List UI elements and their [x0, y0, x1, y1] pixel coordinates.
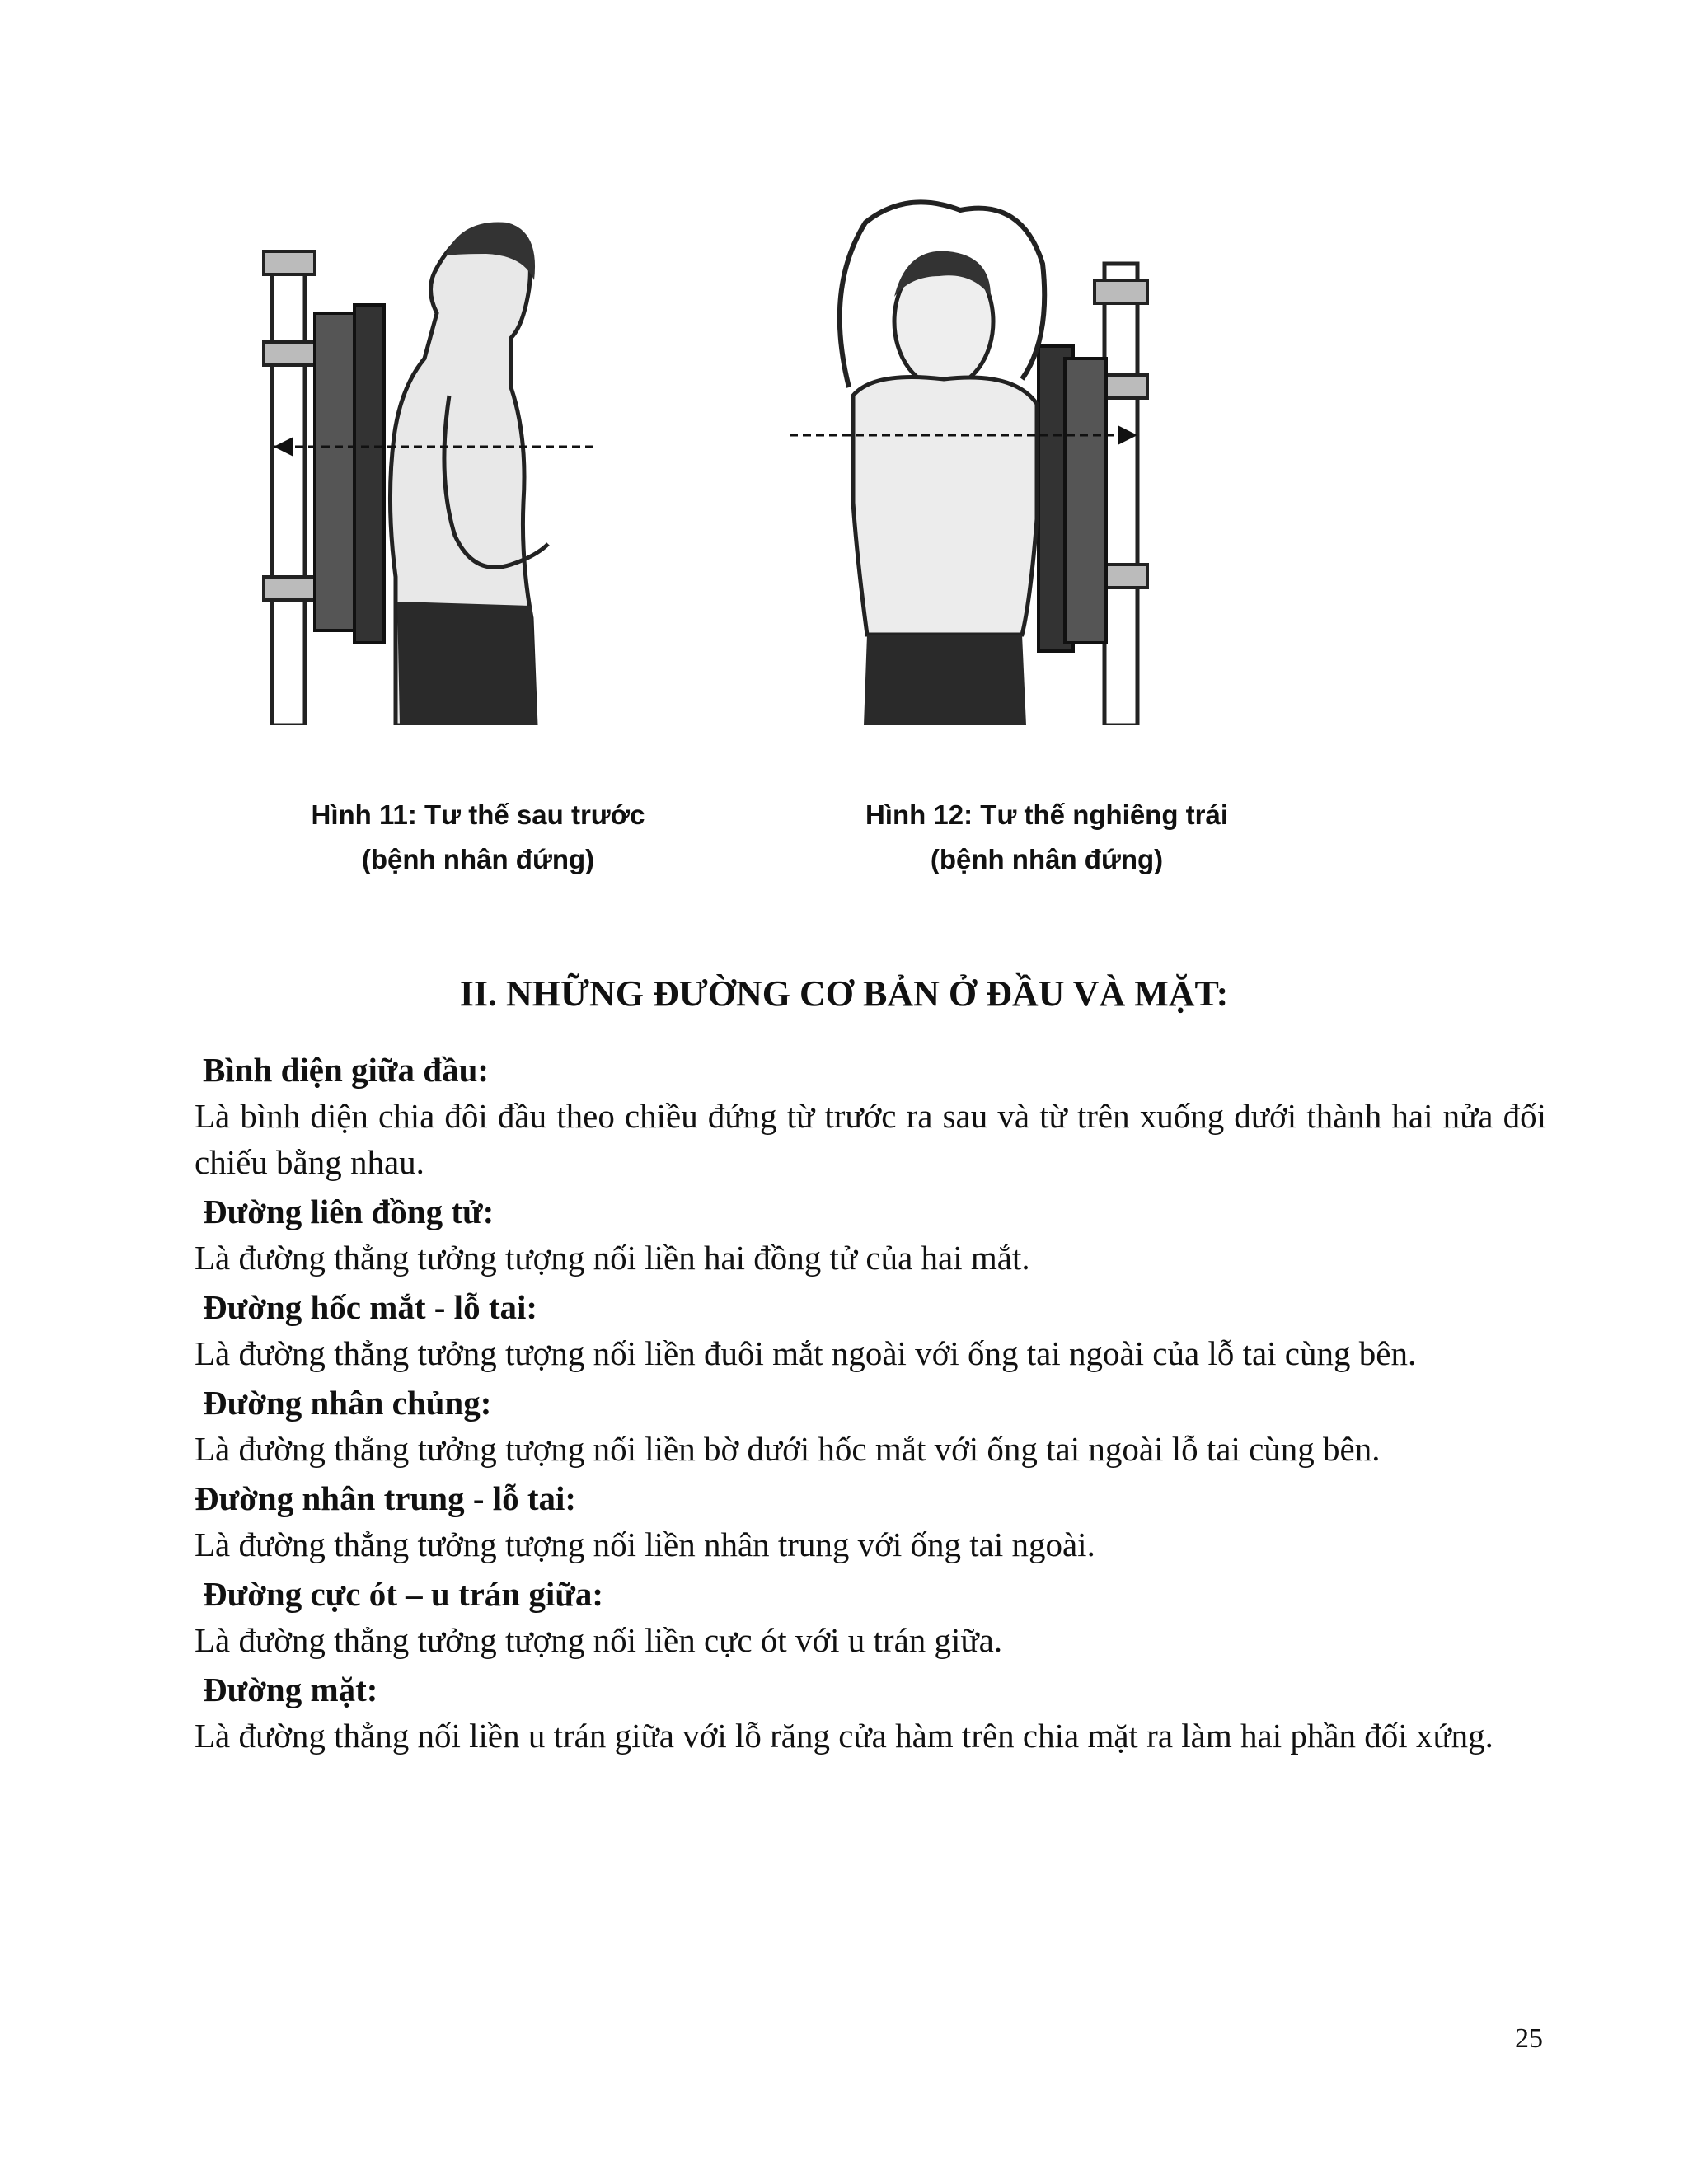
figure-12-illustration — [775, 173, 1187, 725]
definition-term: Đường nhân trung - lỗ tai: — [195, 1479, 577, 1517]
definition-text: Là đường thẳng tưởng tượng nối liền bờ dưới hốc mắt với ống tai ngoài lỗ tai cùng bên. — [195, 1430, 1381, 1468]
definition-term: Đường nhân chủng: — [203, 1384, 492, 1422]
page-number: 25 — [1515, 2023, 1543, 2054]
figure-11-illustration — [239, 190, 618, 725]
definition-term: Đường liên đồng tử: — [203, 1193, 495, 1230]
section-heading: II. NHỮNG ĐƯỜNG CƠ BẢN Ở ĐẦU VÀ MẶT: — [459, 973, 1229, 1014]
definition-text: Là đường thẳng nối liền u trán giữa với lỗ răng cửa hàm trên chia mặt ra làm hai phần đối xứng. — [195, 1717, 1493, 1755]
figure-11-caption — [305, 793, 651, 882]
definition-term: Đường hốc mắt - lỗ tai: — [203, 1288, 538, 1326]
definition-text: Là đường thẳng tưởng tượng nối liền đuôi mắt ngoài với ống tai ngoài của lỗ tai cùng bên. — [195, 1334, 1417, 1372]
figure-12-caption-title: Hình 12: Tư thế nghiêng trái — [865, 799, 1229, 830]
figure-11-caption-title: Hình 11: Tư thế sau trước — [311, 799, 645, 830]
definition-text: Là đường thẳng tưởng tượng nối liền hai đồng tử của hai mắt. — [195, 1239, 1030, 1277]
definition-term: Đường mặt: — [203, 1671, 378, 1708]
figure-12-caption — [857, 793, 1236, 882]
figure-12-caption-subtitle: (bệnh nhân đứng) — [930, 844, 1164, 874]
definition-text: Là đường thẳng tưởng tượng nối liền nhân trung với ống tai ngoài. — [195, 1526, 1095, 1563]
definitions-list — [195, 1047, 1546, 1762]
figure-11-caption-subtitle: (bệnh nhân đứng) — [361, 844, 595, 874]
definition-text: Là bình diện chia đôi đầu theo chiều đứng từ trước ra sau và từ trên xuống dưới thành hai nửa đối chiếu bằng nhau. — [195, 1097, 1546, 1181]
definition-term: Đường cực ót – u trán giữa: — [203, 1575, 603, 1613]
definition-term: Bình diện giữa đầu: — [203, 1051, 490, 1089]
definition-text: Là đường thẳng tưởng tượng nối liền cực ót với u trán giữa. — [195, 1621, 1003, 1659]
